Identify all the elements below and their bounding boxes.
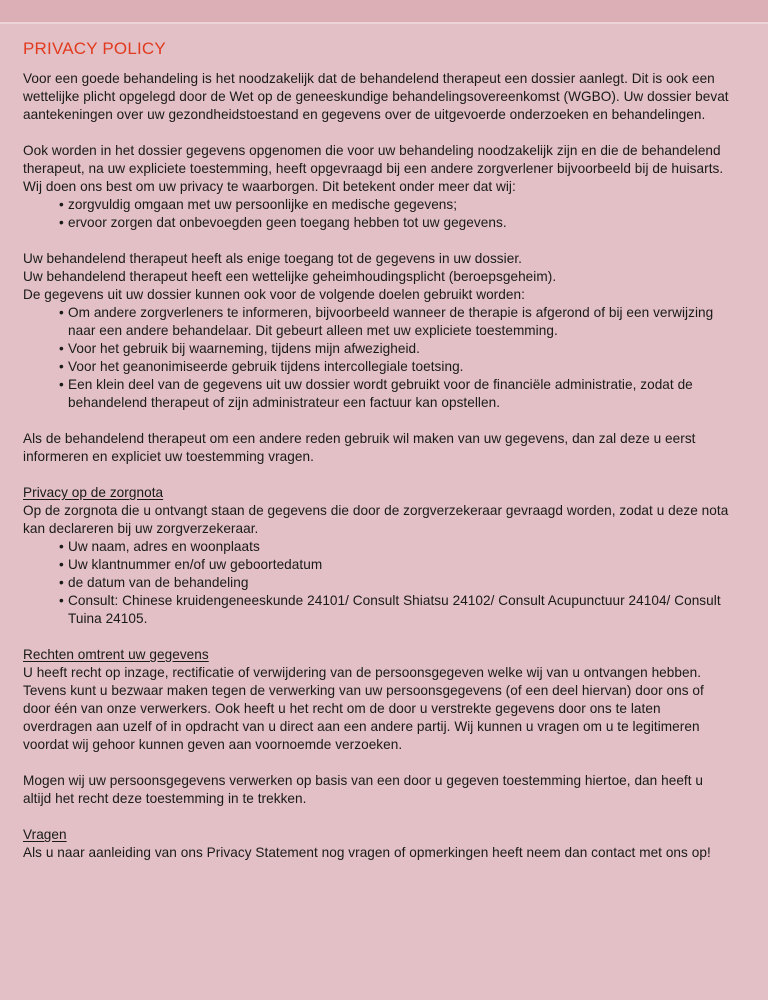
list-item: • de datum van de behandeling [23, 574, 733, 592]
list-item: • Om andere zorgverleners te informeren, bijvoorbeeld wanneer de therapie is afgerond of bij een verwijzing naar een andere behandelaar. Dit gebeurt alleen met uw expliciete toestemming. [23, 304, 733, 340]
access-line: Uw behandelend therapeut heeft als enige toegang tot de gegevens in uw dossier. [23, 251, 522, 266]
spacer [23, 628, 733, 646]
zorgnota-heading: Privacy op de zorgnota [23, 485, 164, 500]
rights-heading: Rechten omtrent uw gegevens [23, 647, 209, 662]
spacer [23, 754, 733, 772]
list-item: • Voor het gebruik bij waarneming, tijdens mijn afwezigheid. [23, 340, 733, 358]
spacer [23, 466, 733, 484]
list-item: • Consult: Chinese kruidengeneeskunde 24101/ Consult Shiatsu 24102/ Consult Acupunctuur 24104/ Consult Tuina 24105. [23, 592, 733, 628]
spacer [23, 124, 733, 142]
privacy-policy-content [23, 38, 733, 862]
list-item: • Uw naam, adres en woonplaats [23, 538, 733, 556]
list-item: • Uw klantnummer en/of uw geboortedatum [23, 556, 733, 574]
zorgnota-intro: Op de zorgnota die u ontvangt staan de gegevens die door de zorgverzekeraar gevraagd worden, zodat u deze nota kan declareren bij uw zorgverzekeraar. [23, 503, 729, 536]
purposes-list [23, 304, 733, 412]
spacer [23, 808, 733, 826]
list-item: • Een klein deel van de gegevens uit uw dossier wordt gebruikt voor de financiële administratie, zodat de behandelend therapeut of zijn administrateur een factuur kan opstellen. [23, 376, 733, 412]
consent-paragraph: Mogen wij uw persoonsgegevens verwerken op basis van een door u gegeven toestemming hiertoe, dan heeft u altijd het recht deze toestemming in te trekken. [23, 773, 704, 806]
rights-paragraph: U heeft recht op inzage, rectificatie of verwijdering van de persoonsgegeven welke wij van u ontvangen hebben. Tevens kunt u bezwaar maken tegen de verwerking van uw persoonsgegevens (of een deel hiervan) door ons of door één van onze verwerkers. Ook heeft u het recht om de door u verstrekte gegevens door ons te laten overdragen aan uzelf of in opdracht van u direct aan een andere partij. Wij kunnen u vragen om u te legitimeren voordat wij gehoor kunnen geven aan voornoemde verzoeken. [23, 665, 704, 752]
intro-paragraph: Voor een goede behandeling is het noodzakelijk dat de behandelend therapeut een dossier aanlegt. Dit is ook een wettelijke plicht opgelegd door de Wet op de geneeskundige behandelingsovereenkomst (WGBO). Uw dossier bevat aantekeningen over uw gezondheidstoestand en gegevens over de uitgevoerde onderzoeken en behandelingen. [23, 71, 729, 122]
privacy-list [23, 196, 733, 232]
list-item: • Voor het geanonimiseerde gebruik tijdens intercollegiale toetsing. [23, 358, 733, 376]
page-title: PRIVACY POLICY [23, 39, 166, 58]
purposes-intro: De gegevens uit uw dossier kunnen ook voor de volgende doelen gebruikt worden: [23, 287, 525, 302]
zorgnota-list [23, 538, 733, 628]
spacer [23, 412, 733, 430]
spacer [23, 232, 733, 250]
secrecy-line: Uw behandelend therapeut heeft een wettelijke geheimhoudingsplicht (beroepsgeheim). [23, 269, 557, 284]
top-header-band [0, 0, 768, 24]
questions-paragraph: Als u naar aanleiding van ons Privacy Statement nog vragen of opmerkingen heeft neem dan contact met ons op! [23, 845, 711, 860]
other-use-paragraph: Als de behandelend therapeut om een andere reden gebruik wil maken van uw gegevens, dan zal deze u eerst informeren en expliciet uw toestemming vragen. [23, 431, 696, 464]
list-item: • zorgvuldig omgaan met uw persoonlijke en medische gegevens; [23, 196, 733, 214]
questions-heading: Vragen [23, 827, 67, 842]
list-item: • ervoor zorgen dat onbevoegden geen toegang hebben tot uw gegevens. [23, 214, 733, 232]
dossier-paragraph: Ook worden in het dossier gegevens opgenomen die voor uw behandeling noodzakelijk zijn en die de behandelend therapeut, na uw expliciete toestemming, heeft opgevraagd bij een andere zorgverlener bijvoorbeeld bij de huisarts. [23, 143, 724, 176]
privacy-intro: Wij doen ons best om uw privacy te waarborgen. Dit betekent onder meer dat wij: [23, 179, 516, 194]
